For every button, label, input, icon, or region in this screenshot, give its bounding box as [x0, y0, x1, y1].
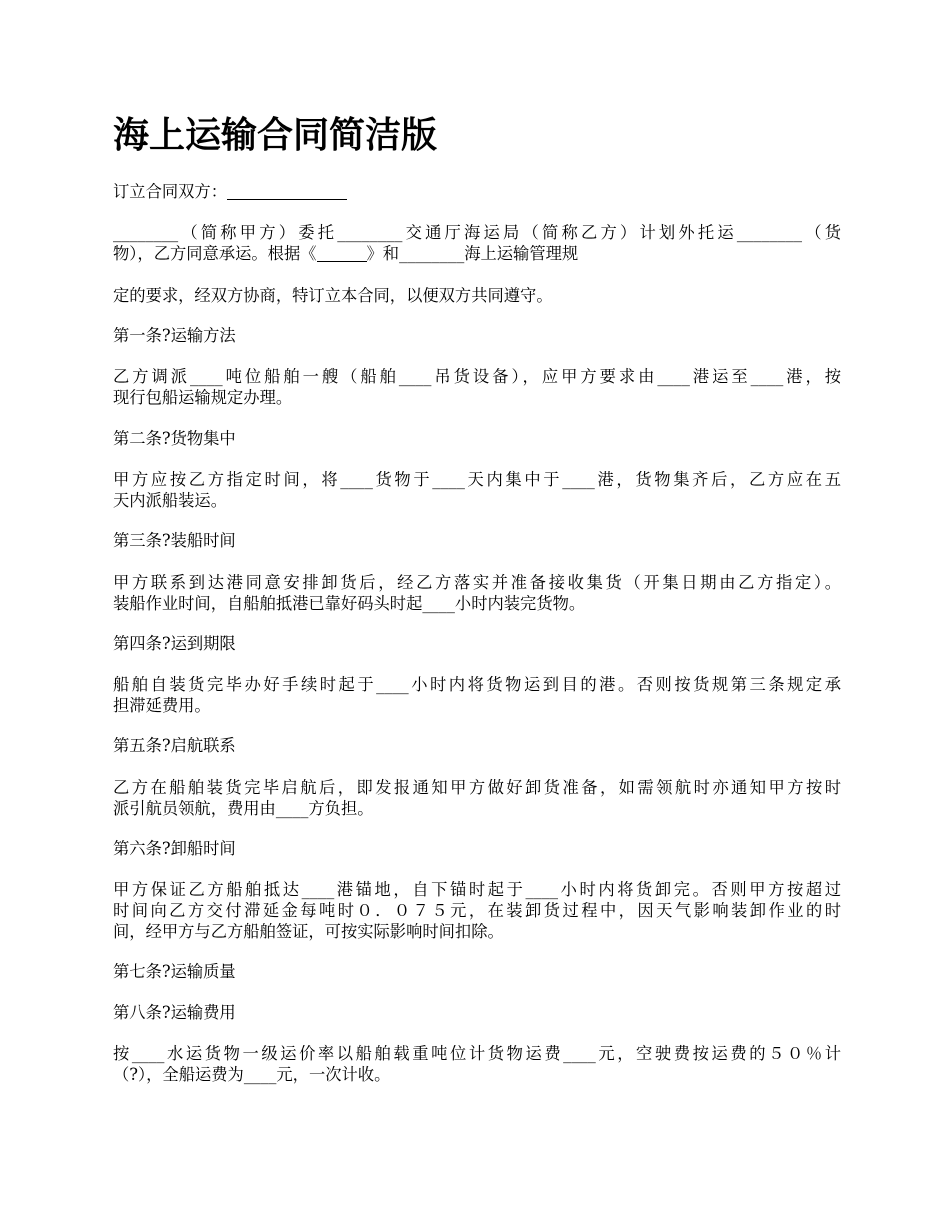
- section-body-2: 甲方应按乙方指定时间，将____货物于____天内集中于____港，货物集齐后，乙方应在五 天内派船装运。: [113, 470, 841, 510]
- parties-line: [113, 181, 841, 202]
- intro-paragraph: [113, 222, 841, 264]
- law-name-blank: [317, 245, 367, 262]
- section-body-6: 甲方保证乙方船舶抵达____港锚地，自下锚时起于____小时内将货卸完。否则甲方按超过 时间向乙方交付滞延金每吨时０．０７５元，在装卸货过程中，因天气影响装卸作业的时 间，经甲方与乙方船舶签证，可按实际影响时间扣除。: [113, 880, 841, 941]
- section-heading-4: 第四条?运到期限: [113, 634, 236, 653]
- section-heading-5: 第五条?启航联系: [113, 736, 236, 755]
- section-heading-3: 第三条?装船时间: [113, 531, 236, 550]
- section-body-5: 乙方在船舶装货完毕启航后，即发报通知甲方做好卸货准备，如需领航时亦通知甲方按时 派引航员领航，费用由____方负担。: [113, 778, 841, 818]
- section-body-8: 按____水运货物一级运价率以船舶载重吨位计货物运费____元，空驶费按运费的５０％计 （?），全船运费为____元，一次计收。: [113, 1044, 841, 1084]
- document-title: 海上运输合同简洁版: [113, 115, 438, 156]
- section-heading-7: 第七条?运输质量: [113, 962, 236, 981]
- section-heading-8: 第八条?运输费用: [113, 1003, 236, 1022]
- section-heading-2: 第二条?货物集中: [113, 429, 236, 448]
- parties-blank: [227, 183, 347, 200]
- parties-label: 订立合同双方：: [113, 182, 227, 201]
- section-body-4: 船舶自装货完毕办好手续时起于____小时内将货物运到目的港。否则按货规第三条规定承 担滞延费用。: [113, 675, 841, 715]
- section-body-1: 乙方调派____吨位船舶一艘（船舶____吊货设备），应甲方要求由____港运至____港，按 现行包船运输规定办理。: [113, 367, 841, 407]
- section-body-3: 甲方联系到达港同意安排卸货后，经乙方落实并准备接收集货（开集日期由乙方指定）。 装船作业时间，自船舶抵港已靠好码头时起____小时内装完货物。: [113, 573, 841, 613]
- section-heading-6: 第六条?卸船时间: [113, 839, 236, 858]
- intro-line-1: ________（简称甲方）委托________交通厅海运局（简称乙方）计划外托运________（货: [113, 223, 841, 242]
- section-heading-1: 第一条?运输方法: [113, 326, 236, 345]
- intro-line-2: 物），乙方同意承运。根据《 》和________海上运输管理规: [113, 244, 579, 263]
- purpose-paragraph: 定的要求，经双方协商，特订立本合同，以便双方共同遵守。: [113, 286, 553, 305]
